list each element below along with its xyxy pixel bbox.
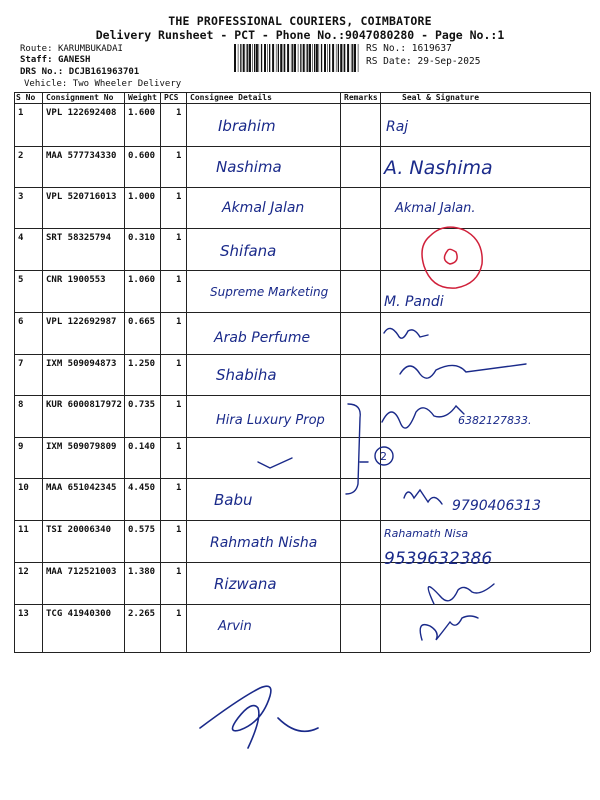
hw-signature-1: Raj <box>386 119 409 135</box>
hw-signature-11: Rahamath Nisa <box>384 527 469 540</box>
cell-sno: 9 <box>18 442 24 452</box>
cell-consignment: TCG 41940300 <box>46 609 112 619</box>
drs-value: DCJB161963701 <box>68 67 140 77</box>
tick-mark <box>258 458 292 468</box>
cell-consignment: VPL 122692987 <box>46 317 117 327</box>
cell-pcs: 1 <box>176 192 182 202</box>
cell-sno: 1 <box>18 108 24 118</box>
hw-consignee-3: Akmal Jalan <box>222 200 305 216</box>
route-value: KARUMBUKADAI <box>57 44 123 54</box>
cell-consignment: MAA 577734330 <box>46 151 117 161</box>
cell-weight: 0.665 <box>128 317 156 327</box>
hw-consignee-4: Shifana <box>220 242 277 260</box>
red-stamp <box>422 227 482 288</box>
cell-sno: 4 <box>18 233 24 243</box>
cell-weight: 4.450 <box>128 483 156 493</box>
signature-scribble-12 <box>428 584 494 604</box>
document-title: THE PROFESSIONAL COURIERS, COIMBATORE <box>168 14 432 28</box>
drs-label: DRS No.: <box>20 67 64 77</box>
header-consignee: Consignee Details <box>190 93 272 102</box>
cell-consignment: VPL 122692408 <box>46 108 117 118</box>
hw-consignee-2: Nashima <box>216 158 282 176</box>
bottom-signature <box>200 686 318 748</box>
signature-scribble-7 <box>400 364 526 378</box>
cell-pcs: 1 <box>176 400 182 410</box>
bracket-note-text: 2 <box>380 450 387 463</box>
cell-pcs: 1 <box>176 567 182 577</box>
cell-weight: 2.265 <box>128 609 156 619</box>
staff-label: Staff: <box>20 55 53 65</box>
cell-consignment: KUR 6000817972 <box>46 400 122 410</box>
cell-sno: 2 <box>18 151 24 161</box>
hw-consignee-8: Hira Luxury Prop <box>216 413 325 428</box>
hw-signature-2: A. Nashima <box>384 157 493 179</box>
cell-consignment: VPL 520716013 <box>46 192 117 202</box>
hw-consignee-13: Arvin <box>218 619 252 634</box>
cell-sno: 3 <box>18 192 24 202</box>
hw-consignee-6: Arab Perfume <box>214 330 311 346</box>
cell-sno: 7 <box>18 359 24 369</box>
cell-consignment: IXM 509094873 <box>46 359 117 369</box>
cell-weight: 0.140 <box>128 442 156 452</box>
vehicle-value: Two Wheeler Delivery <box>72 79 182 89</box>
cell-pcs: 1 <box>176 483 182 493</box>
cell-weight: 1.250 <box>128 359 156 369</box>
signature-scribble-6 <box>384 328 428 338</box>
cell-weight: 1.060 <box>128 275 156 285</box>
rs-date-label: RS Date: <box>366 56 412 67</box>
cell-consignment: MAA 651042345 <box>46 483 117 493</box>
document-subtitle: Delivery Runsheet - PCT - Phone No.:9047080280 - Page No.:1 <box>95 28 505 42</box>
staff-value: GANESH <box>57 55 91 65</box>
cell-sno: 12 <box>18 567 29 577</box>
hw-consignee-7: Shabiha <box>216 366 277 384</box>
cell-weight: 1.000 <box>128 192 156 202</box>
cell-consignment: TSI 20006340 <box>46 525 112 535</box>
hw-consignee-5: Supreme Marketing <box>210 285 329 299</box>
hw-signature-5: M. Pandi <box>384 294 444 310</box>
cell-consignment: SRT 58325794 <box>46 233 112 243</box>
cell-sno: 8 <box>18 400 24 410</box>
header-remarks: Remarks <box>344 93 378 102</box>
signature-scribble-8 <box>382 406 464 428</box>
cell-consignment: CNR 1900553 <box>46 275 106 285</box>
header-consignment: Consignment No <box>46 93 114 102</box>
header-signature: Seal & Signature <box>402 93 480 102</box>
bracket-rows-8-9 <box>346 404 360 494</box>
header-pcs: PCS <box>164 93 179 102</box>
red-stamp-inner <box>444 249 457 264</box>
cell-weight: 1.600 <box>128 108 156 118</box>
hw-signature-11-phone: 9539632386 <box>384 549 493 569</box>
red-stamp-circle <box>422 227 482 288</box>
cell-sno: 11 <box>18 525 29 535</box>
cell-weight: 0.575 <box>128 525 156 535</box>
rs-no-value: 1619637 <box>411 43 452 54</box>
hw-consignee-12: Rizwana <box>214 575 277 593</box>
cell-pcs: 1 <box>176 317 182 327</box>
route-label: Route: <box>20 44 53 54</box>
cell-pcs: 1 <box>176 442 182 452</box>
cell-pcs: 1 <box>176 233 182 243</box>
cell-sno: 10 <box>18 483 29 493</box>
cell-consignment: IXM 509079809 <box>46 442 117 452</box>
cell-pcs: 1 <box>176 525 182 535</box>
hw-signature-10: 9790406313 <box>452 498 542 514</box>
hw-consignee-10: Babu <box>214 491 253 509</box>
rs-date-value: 29-Sep-2025 <box>417 56 481 67</box>
signature-scribble-10 <box>404 490 442 504</box>
hw-consignee-11: Rahmath Nisha <box>210 535 318 551</box>
hw-signature-3: Akmal Jalan. <box>395 201 476 216</box>
cell-pcs: 1 <box>176 359 182 369</box>
cell-weight: 0.600 <box>128 151 156 161</box>
cell-pcs: 1 <box>176 609 182 619</box>
cell-pcs: 1 <box>176 275 182 285</box>
cell-sno: 6 <box>18 317 24 327</box>
cell-consignment: MAA 712521003 <box>46 567 117 577</box>
vehicle-label: Vehicle: <box>24 79 68 89</box>
cell-weight: 0.735 <box>128 400 156 410</box>
rs-no-label: RS No.: <box>366 43 407 54</box>
cell-sno: 13 <box>18 609 29 619</box>
hw-signature-8: 6382127833. <box>458 414 532 427</box>
cell-weight: 0.310 <box>128 233 156 243</box>
header-sno: S No <box>16 93 36 102</box>
signature-scribble-13 <box>420 616 478 640</box>
cell-weight: 1.380 <box>128 567 156 577</box>
header-weight: Weight <box>128 93 157 102</box>
cell-sno: 5 <box>18 275 24 285</box>
cell-pcs: 1 <box>176 151 182 161</box>
cell-pcs: 1 <box>176 108 182 118</box>
hw-consignee-1: Ibrahim <box>218 117 276 135</box>
